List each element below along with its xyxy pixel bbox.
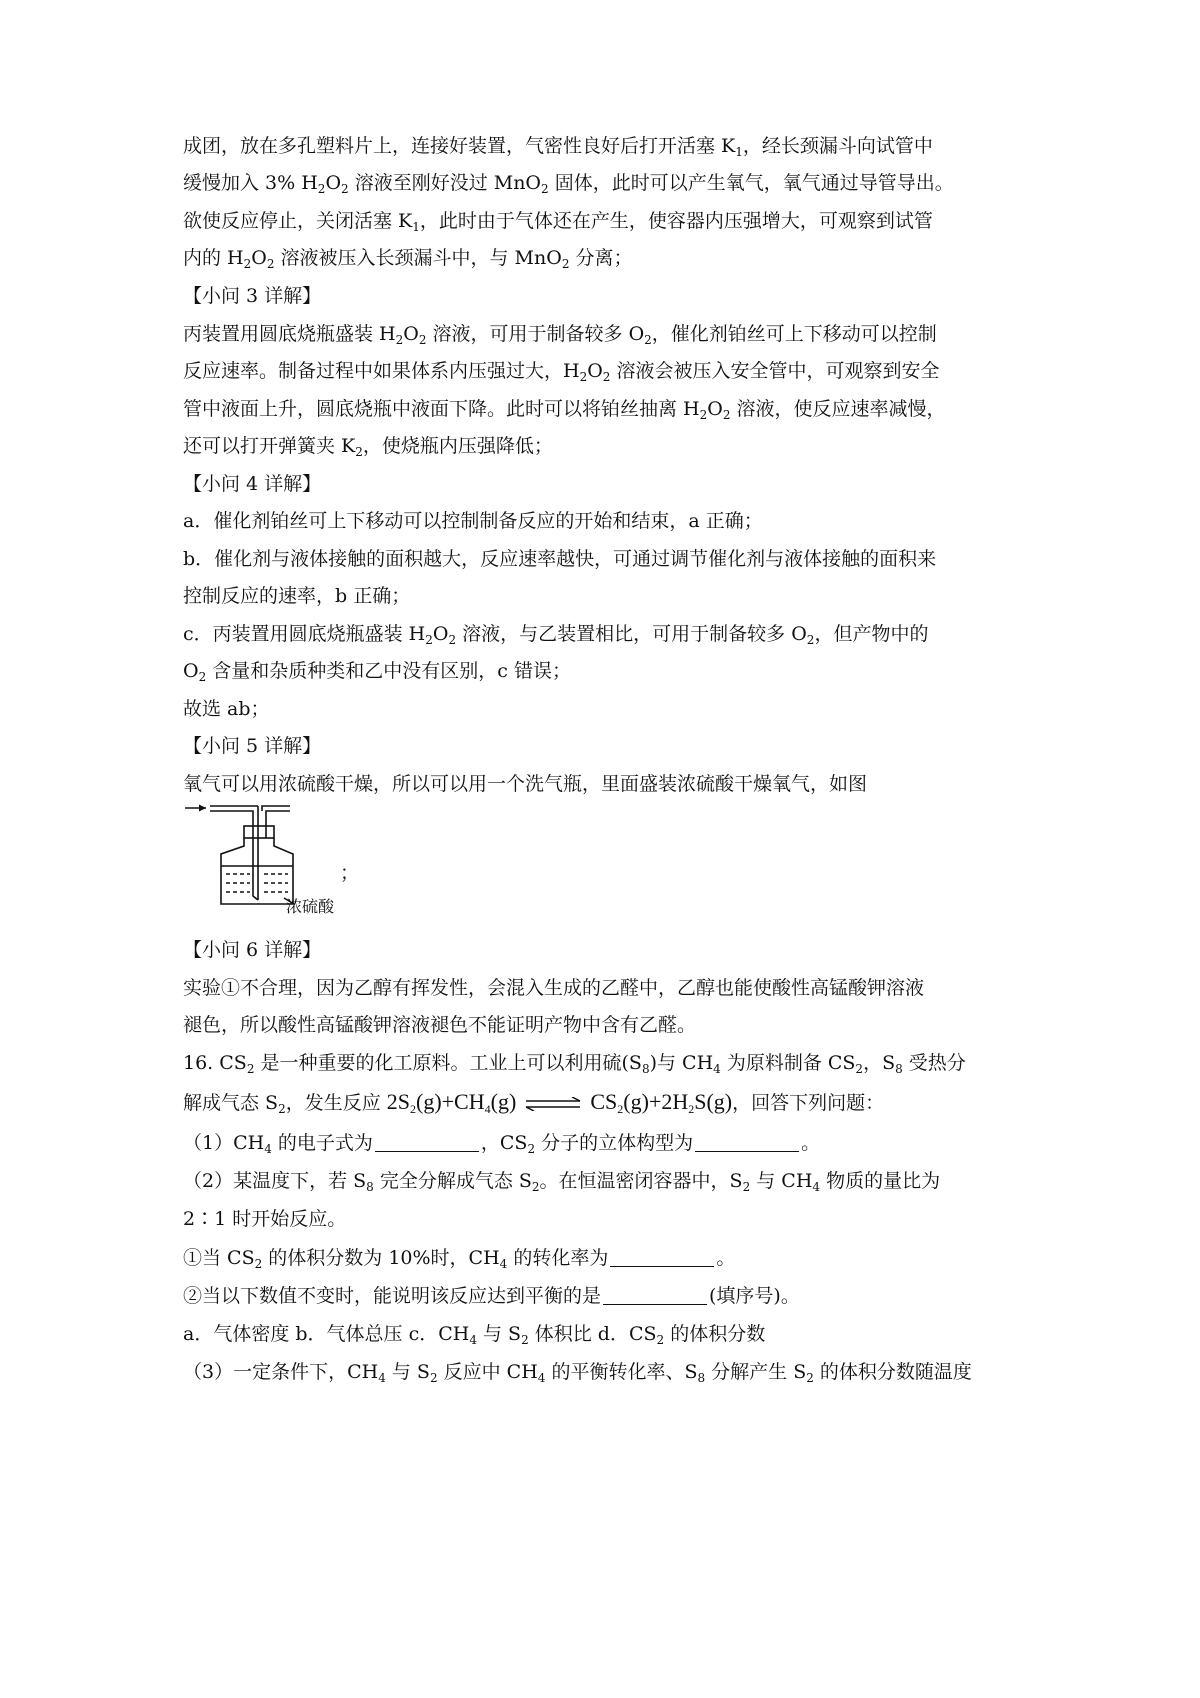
text-line: $O_2$ 含量和杂质种类和乙中没有区别，c 错误； (183, 660, 571, 684)
text-line: 2∶1 时开始反应。 (183, 1208, 347, 1230)
question-16-part-2: （2）某温度下，若 $S_8$ 完全分解成气态 $S_2$。在恒温密闭容器中，$S_2$ 与 $CH_4$ 物质的量比为 (183, 1170, 941, 1194)
text-line: 成团，放在多孔塑料片上，连接好装置，气密性良好后打开活塞 $K_1$，经长颈漏斗向试管中 (183, 135, 933, 159)
text-line: 控制反应的速率，b 正确； (183, 585, 411, 607)
question-16-equation-line: 解成气态 $S_2$，发生反应 $2S_2(g)+CH_4(g)$ $CS_2(g)+2H_2S(g)$，回答下列问题： (183, 1089, 885, 1116)
figure-trailing-punct: ； (340, 862, 360, 884)
text-line: 实验①不合理，因为乙醇有挥发性，会混入生成的乙醛中，乙醇也能使酸性高锰酸钾溶液 (183, 977, 925, 999)
text-line: c．丙装置用圆底烧瓶盛装 $H_2O_2$ 溶液，与乙装置相比，可用于制备较多 $O_2$，但产物中的 (183, 623, 929, 647)
question-16-part-3: （3）一定条件下，$CH_4$ 与 $S_2$ 反应中 $CH_4$ 的平衡转化率、$S_8$ 分解产生 $S_2$ 的体积分数随温度 (183, 1361, 972, 1385)
section-heading: 【小问 3 详解】 (183, 285, 322, 307)
answer-blank[interactable] (603, 1286, 707, 1305)
question-16-stem: 16. $CS_2$ 是一种重要的化工原料。工业上可以利用硫$(S_8)$与 $CH_4$ 为原料制备 $CS_2$，$S_8$ 受热分 (183, 1052, 966, 1076)
text-line: 氧气可以用浓硫酸干燥，所以可以用一个洗气瓶，里面盛装浓硫酸干燥氧气，如图 (183, 773, 868, 795)
text-line: 欲使反应停止，关闭活塞 $K_1$，此时由于气体还在产生，使容器内压强增大，可观察到试管 (183, 210, 933, 234)
equation-products: $CS_2(g)+2H_2S(g)$ (590, 1089, 733, 1116)
text-line: 还可以打开弹簧夹 $K_2$，使烧瓶内压强降低； (183, 435, 553, 459)
section-heading: 【小问 5 详解】 (183, 735, 322, 757)
options-line: a．气体密度 b．气体总压 c．$CH_4$ 与 $S_2$ 体积比 d．$CS_2$ 的体积分数 (183, 1323, 766, 1347)
answer-blank[interactable] (610, 1248, 714, 1267)
text-line: 缓慢加入 3% $H_2O_2$ 溶液至刚好没过 MnO$_2$ 固体，此时可以产生氧气，氧气通过导管导出。 (183, 172, 954, 196)
question-16-part-1: $(1)CH_4$ 的电子式为 ，$CS_2$ 分子的立体构型为 。 (183, 1132, 821, 1156)
section-heading: 【小问 4 详解】 (183, 473, 322, 495)
answer-blank[interactable] (695, 1133, 799, 1152)
text-line: 褪色，所以酸性高锰酸钾溶液褪色不能证明产物中含有乙醛。 (183, 1014, 697, 1036)
text-line: 管中液面上升，圆底烧瓶中液面下降。此时可以将铂丝抽离 $H_2O_2$ 溶液，使反应速率减慢， (183, 398, 946, 422)
text-line: a．催化剂铂丝可上下移动可以控制制备反应的开始和结束，a 正确； (183, 510, 763, 532)
text-line: b．催化剂与液体接触的面积越大，反应速率越快，可通过调节催化剂与液体接触的面积来 (183, 548, 937, 570)
equation-reactants: $2S_2(g)+CH_4(g)$ (386, 1089, 517, 1116)
answer-blank[interactable] (375, 1133, 479, 1152)
figure-label: 浓硫酸 (286, 897, 335, 916)
text-line: 故选 ab； (183, 698, 270, 720)
question-16-part-2-2: ②当以下数值不变时，能说明该反应达到平衡的是 (填序号)。 (183, 1285, 800, 1307)
text-line: 丙装置用圆底烧瓶盛装 $H_2O_2$ 溶液，可用于制备较多 $O_2$，催化剂铂丝可上下移动可以控制 (183, 323, 937, 347)
question-16-part-2-1: ①当 $CS_2$ 的体积分数为 10%时，$CH_4$ 的转化率为 。 (183, 1247, 736, 1271)
section-heading: 【小问 6 详解】 (183, 939, 322, 961)
text-line: 反应速率。制备过程中如果体系内压强过大，$H_2O_2$ 溶液会被压入安全管中，可观察到安全 (183, 360, 940, 384)
equilibrium-arrow-icon (524, 1097, 582, 1111)
text-line: 内的 $H_2O_2$ 溶液被压入长颈漏斗中，与 MnO$_2$ 分离； (183, 247, 633, 271)
